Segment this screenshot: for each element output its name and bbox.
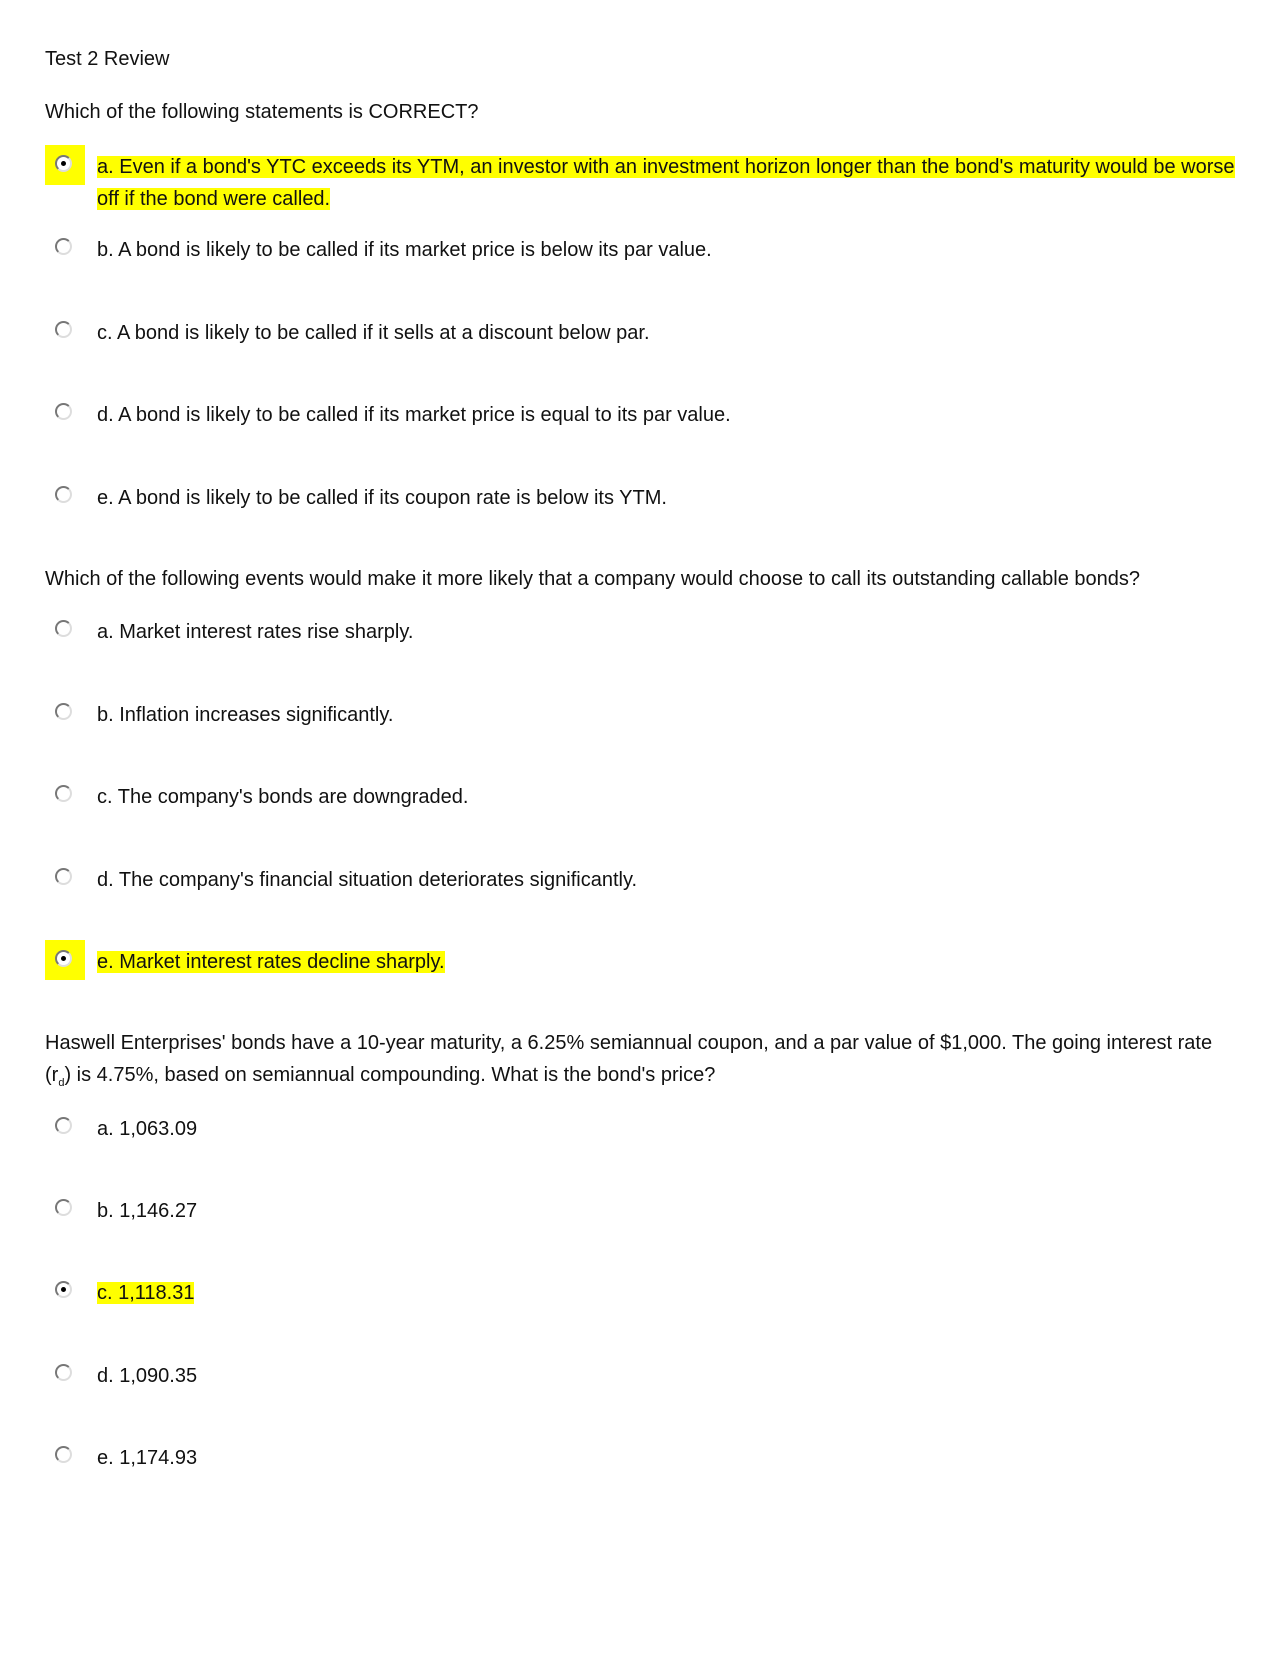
- subscript-d: d: [58, 1077, 65, 1089]
- option-label: [97, 781, 1247, 813]
- option-label: [97, 864, 1247, 896]
- radio-button[interactable]: [55, 1281, 72, 1298]
- radio-container: [45, 1189, 85, 1229]
- option-text: e. 1,174.93: [97, 1447, 198, 1469]
- radio-button[interactable]: [55, 238, 72, 255]
- radio-button[interactable]: [55, 868, 72, 885]
- radio-container: [45, 775, 85, 815]
- option-text: b. Inflation increases significantly.: [97, 704, 394, 726]
- option-text: a. Market interest rates rise sharply.: [97, 621, 414, 643]
- option-text: d. A bond is likely to be called if its market price is equal to its par value.: [97, 404, 731, 426]
- option-label: [97, 1113, 1247, 1145]
- question-3-text-before: Haswell Enterprises' bonds have a 10-year maturity, a 6.25% semiannual coupon, and a par value of $1,000. The going interest rate (r: [45, 1032, 1213, 1086]
- radio-button[interactable]: [55, 620, 72, 637]
- radio-container: [45, 393, 85, 433]
- radio-container: [45, 1271, 85, 1311]
- radio-container: [45, 940, 85, 980]
- radio-container: [45, 476, 85, 516]
- radio-button[interactable]: [55, 155, 72, 172]
- radio-button[interactable]: [55, 486, 72, 503]
- option-label: [97, 1277, 1247, 1309]
- radio-button[interactable]: [55, 1199, 72, 1216]
- option-label: [97, 1195, 1247, 1227]
- option-text: b. 1,146.27: [97, 1200, 198, 1222]
- radio-button[interactable]: [55, 403, 72, 420]
- option-text: d. 1,090.35: [97, 1365, 198, 1387]
- radio-button[interactable]: [55, 321, 72, 338]
- radio-container: [45, 693, 85, 733]
- option-text: d. The company's financial situation deteriorates significantly.: [97, 869, 638, 891]
- page-title: Test 2 Review: [45, 48, 170, 70]
- radio-container: [45, 1436, 85, 1476]
- question-1-text: Which of the following statements is CORRECT?: [45, 101, 479, 123]
- radio-container: [45, 610, 85, 650]
- question-2-text: Which of the following events would make it more likely that a company would choose to call its outstanding callable bonds?: [45, 568, 1141, 590]
- radio-container: [45, 1107, 85, 1147]
- radio-button[interactable]: [55, 703, 72, 720]
- option-text: c. 1,118.31: [97, 1282, 195, 1304]
- option-label: [97, 946, 1247, 978]
- radio-button[interactable]: [55, 1364, 72, 1381]
- question-3-text: [45, 1027, 1225, 1099]
- radio-container: [45, 145, 85, 185]
- option-label: [97, 1360, 1247, 1392]
- radio-container: [45, 858, 85, 898]
- option-text: a. 1,063.09: [97, 1118, 198, 1140]
- option-label: [97, 482, 1247, 514]
- radio-button[interactable]: [55, 1446, 72, 1463]
- option-text: e. A bond is likely to be called if its coupon rate is below its YTM.: [97, 487, 667, 509]
- option-label: [97, 699, 1247, 731]
- option-text: c. A bond is likely to be called if it sells at a discount below par.: [97, 322, 650, 344]
- option-text: e. Market interest rates decline sharply.: [97, 951, 445, 973]
- option-text: c. The company's bonds are downgraded.: [97, 786, 469, 808]
- option-label: [97, 234, 1247, 266]
- radio-button[interactable]: [55, 785, 72, 802]
- question-3-text-after: ) is 4.75%, based on semiannual compounding. What is the bond's price?: [64, 1064, 716, 1086]
- option-label: [97, 616, 1247, 648]
- radio-container: [45, 311, 85, 351]
- radio-button[interactable]: [55, 950, 72, 967]
- option-text: a. Even if a bond's YTC exceeds its YTM, an investor with an investment horizon longer than the bond's maturity would be worse off if the bond were called.: [97, 156, 1235, 210]
- radio-button[interactable]: [55, 1117, 72, 1134]
- option-label: [97, 1442, 1247, 1474]
- option-text: b. A bond is likely to be called if its market price is below its par value.: [97, 239, 712, 261]
- option-label: [97, 317, 1247, 349]
- option-label: [97, 151, 1247, 215]
- radio-container: [45, 228, 85, 268]
- radio-container: [45, 1354, 85, 1394]
- option-label: [97, 399, 1247, 431]
